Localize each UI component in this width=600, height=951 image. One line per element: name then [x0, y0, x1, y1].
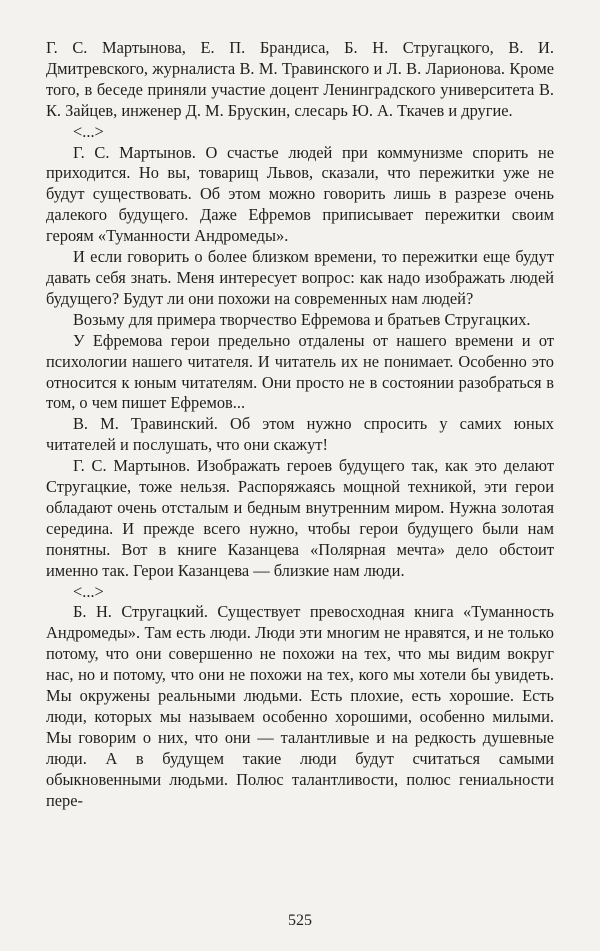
page-text: [46, 38, 554, 812]
ellipsis-marker: <...>: [73, 581, 104, 601]
paragraph-martynov-4: У Ефремова герои предельно отдалены от нашего времени и от психологии нашего читателя. И читатель их не понимает. Особенно это относится к юным читателям. Они просто не в состоянии разобраться в том, о чем пишет Ефремов...: [46, 330, 554, 413]
paragraph-martynov-1: Г. С. Мартынов. О счастье людей при коммунизме спорить не приходится. Но вы, товарищ Львов, сказали, что пережитки уже не будут существовать. Об этом можно говорить лишь в разрезе очень далекого будущего. Даже Ефремов приписывает пережитки своим героям «Туманности Андромеды».: [46, 142, 554, 246]
ellipsis-marker: <...>: [73, 121, 104, 141]
paragraph-martynov-3: Возьму для примера творчество Ефремова и братьев Стругацких.: [73, 309, 531, 329]
paragraph-participants: Г. С. Мартынова, Е. П. Брандиса, Б. Н. Стругацкого, В. И. Дмитревского, журналиста В. М. Травинского и Л. В. Ларионова. Кроме того, в беседе приняли участие доцент Ленинградского университета В. К. Зайцев, инженер Д. М. Брускин, слесарь Ю. А. Ткачев и другие.: [46, 38, 554, 120]
paragraph-travinsky: В. М. Травинский. Об этом нужно спросить у самих юных читателей и послушать, что они скажут!: [46, 414, 554, 455]
paragraph-strugatsky: Б. Н. Стругацкий. Существует превосходная книга «Туманность Андромеды». Там есть люди. Люди эти многим не нравятся, и не только потому, что они совершенно не похожи на тех, что мы видим вокруг нас, но и потому, что они не похожи на тех, кого мы хотели бы увидеть. Мы окружены реальными людьми. Есть плохие, есть хорошие. Есть люди, которых мы называем особенно хорошими, особенно милыми. Мы говорим о них, что они — талантливые и на редкость душевные люди. А в будущем такие люди будут считаться самыми обыкновенными людьми. Полюс талантливости, полюс гениальности пере-: [46, 602, 554, 810]
paragraph-martynov-2: И если говорить о более близком времени, то пережитки еще будут давать себя знать. Меня интересует вопрос: как надо изображать людей будущего? Будут ли они похожи на современных нам людей?: [46, 247, 554, 308]
paragraph-martynov-5: Г. С. Мартынов. Изображать героев будущего так, как это делают Стругацкие, тоже нельзя. Распоряжаясь мощной техникой, эти герои обладают очень отсталым и бедным внутренним миром. Нужна золотая середина. И прежде всего нужно, чтобы герои будущего были нам понятны. Вот в книге Казанцева «Полярная мечта» дело обстоит именно так. Герои Казанцева — близкие нам люди.: [46, 456, 554, 580]
page-number: 525: [288, 912, 312, 929]
